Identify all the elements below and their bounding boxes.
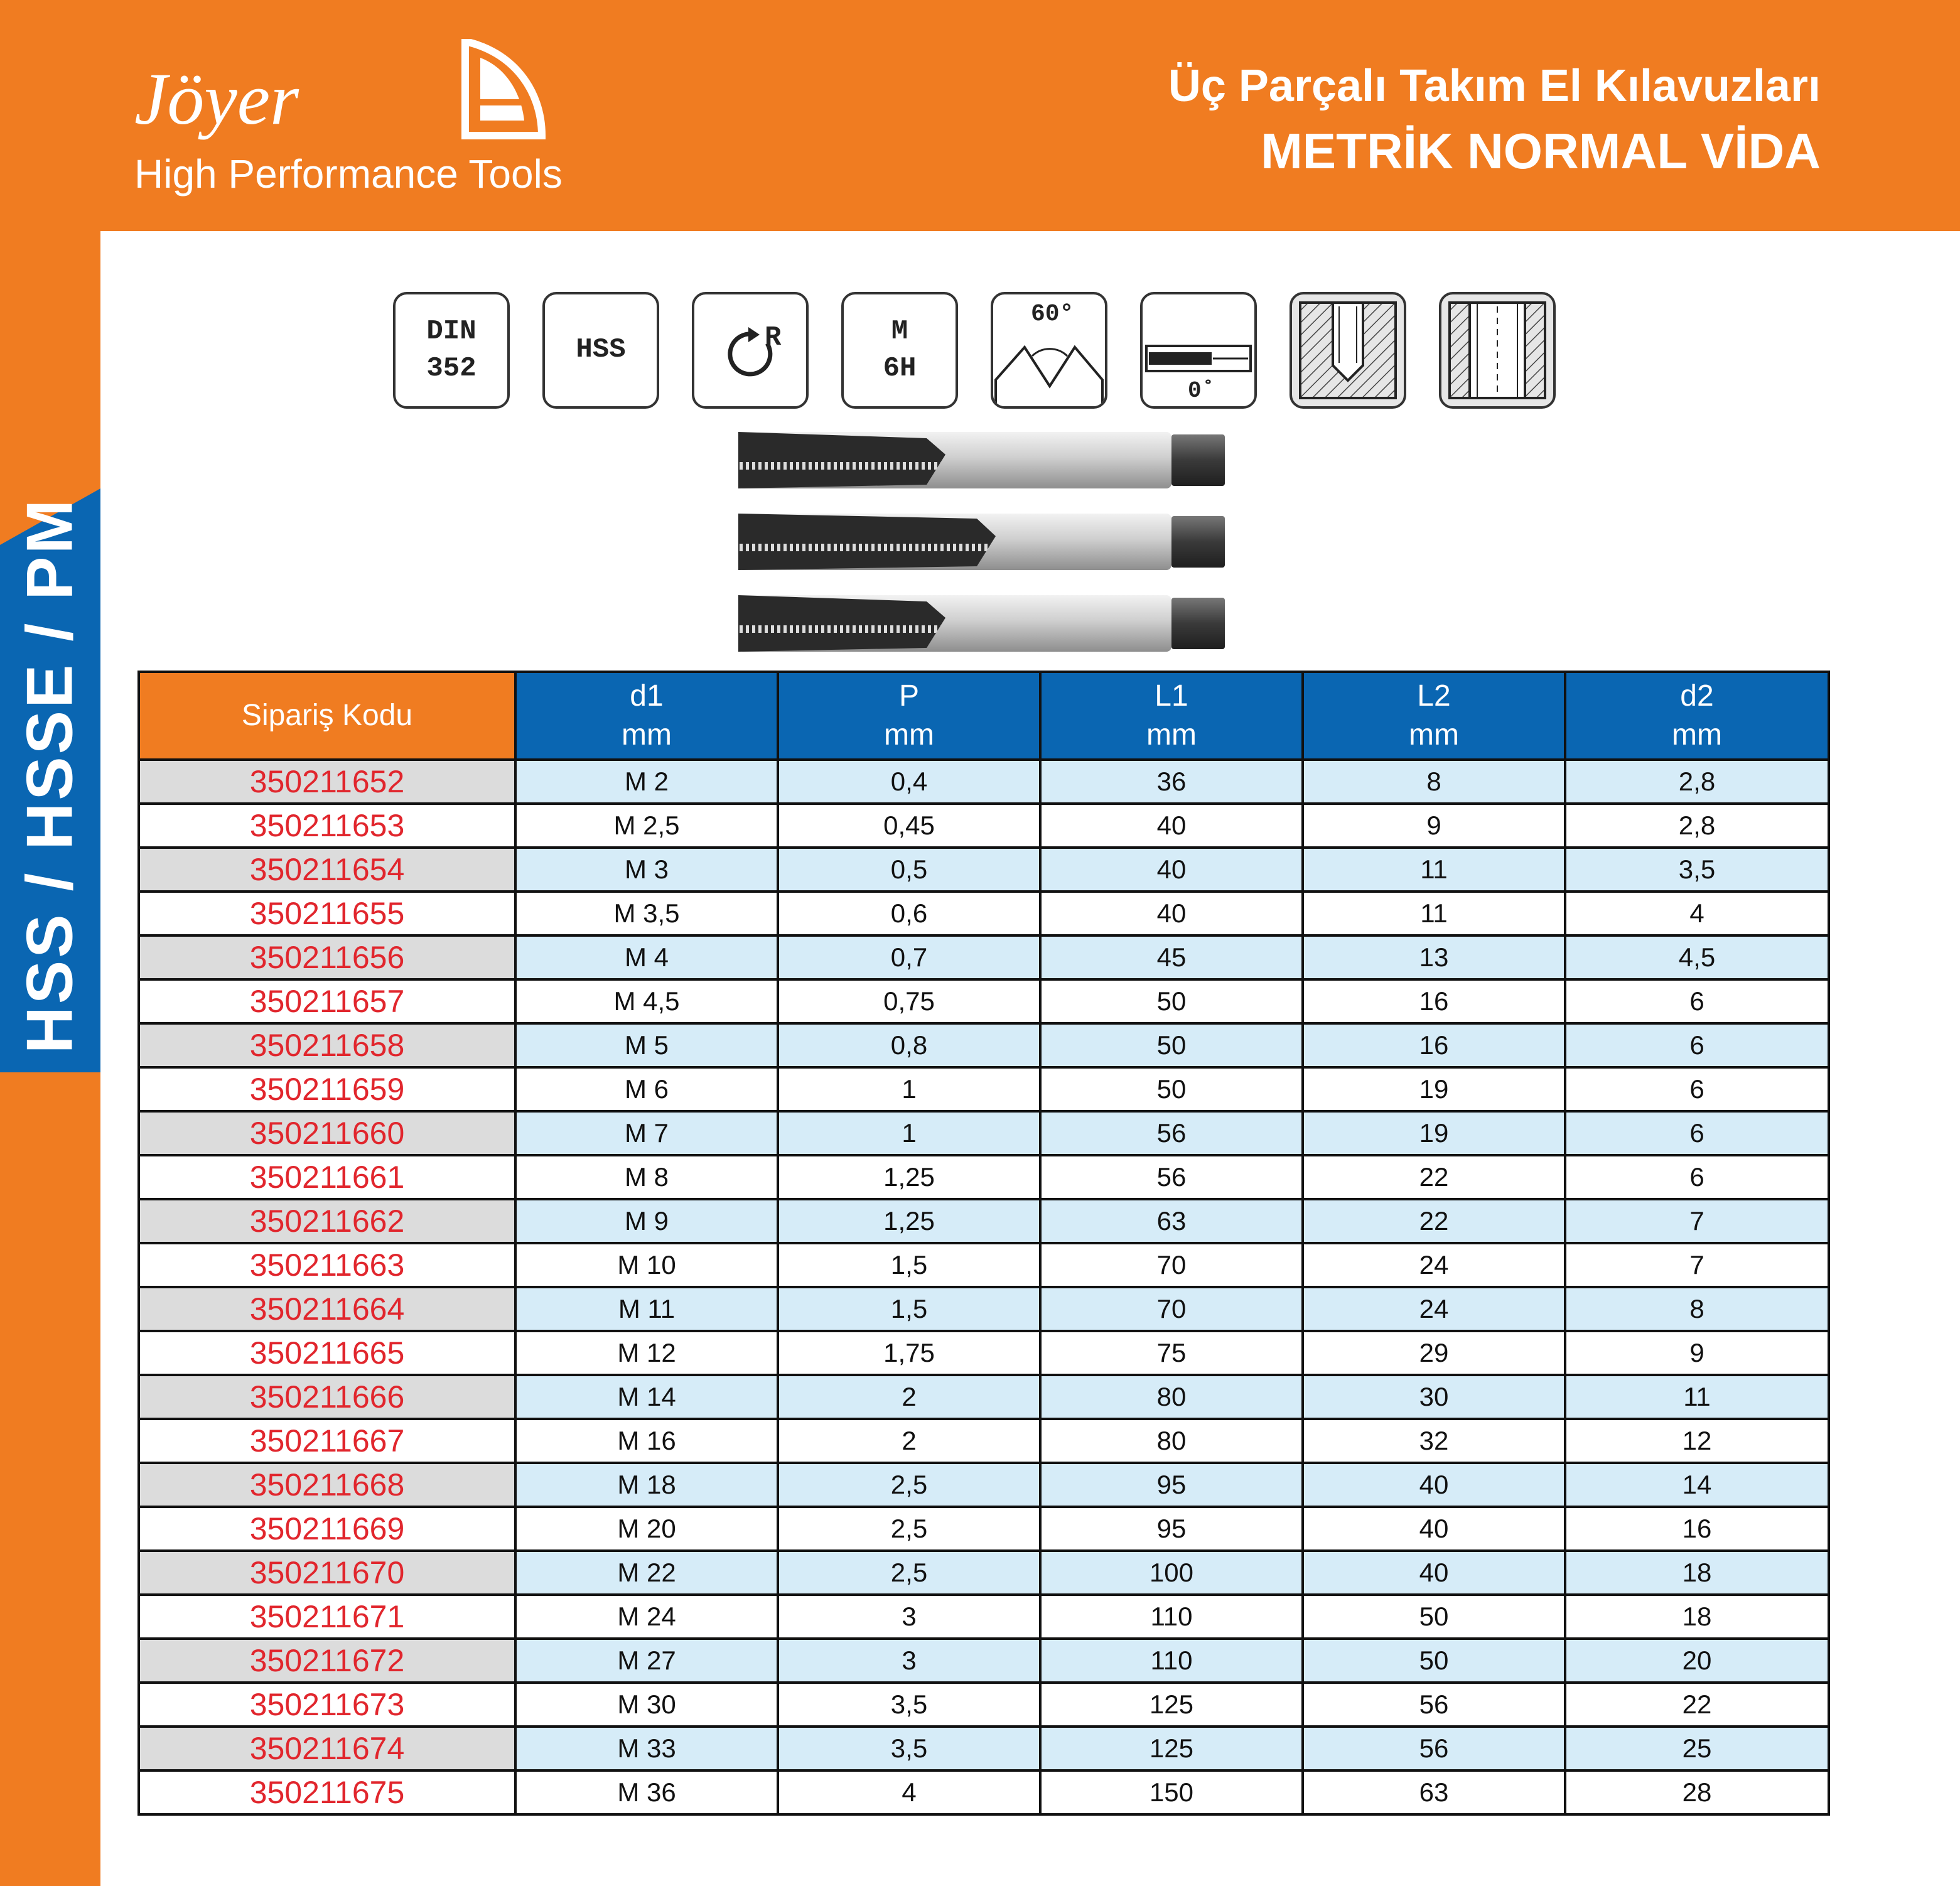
l1-cell: 40 [1040, 804, 1303, 848]
p-cell: 0,7 [778, 935, 1040, 979]
col-header-d1 [515, 672, 778, 760]
order-code: 350211669 [139, 1507, 515, 1551]
l1-cell: 80 [1040, 1419, 1303, 1463]
p-cell: 2,5 [778, 1463, 1040, 1507]
l1-cell: 56 [1040, 1155, 1303, 1199]
l2-cell: 11 [1303, 848, 1565, 892]
p-cell: 0,75 [778, 979, 1040, 1023]
order-code: 350211664 [139, 1287, 515, 1331]
p-cell: 1,25 [778, 1155, 1040, 1199]
icon-text: 6H [883, 353, 917, 384]
icon-text: 352 [426, 353, 477, 384]
d2-cell: 14 [1565, 1463, 1829, 1507]
brand-tagline: High Performance Tools [134, 151, 563, 197]
l1-cell: 80 [1040, 1375, 1303, 1419]
order-code: 350211654 [139, 848, 515, 892]
p-cell: 1,5 [778, 1287, 1040, 1331]
l2-cell: 11 [1303, 892, 1565, 935]
p-cell: 3 [778, 1595, 1040, 1639]
header-label: L1 [1155, 679, 1188, 713]
l2-cell: 63 [1303, 1770, 1565, 1814]
col-header-l2 [1303, 672, 1565, 760]
l2-cell: 16 [1303, 1023, 1565, 1067]
table-row [139, 1199, 1829, 1243]
l2-cell: 56 [1303, 1683, 1565, 1727]
table-row [139, 1331, 1829, 1375]
order-code: 350211658 [139, 1023, 515, 1067]
l1-cell: 75 [1040, 1331, 1303, 1375]
l2-cell: 13 [1303, 935, 1565, 979]
d2-cell: 22 [1565, 1683, 1829, 1727]
l1-cell: 56 [1040, 1111, 1303, 1155]
d1-cell: M 24 [515, 1595, 778, 1639]
icon-text: HSS [576, 334, 626, 366]
header-unit: mm [884, 718, 934, 752]
d1-cell: M 18 [515, 1463, 778, 1507]
l1-cell: 95 [1040, 1507, 1303, 1551]
l1-cell: 125 [1040, 1683, 1303, 1727]
col-header-p [778, 672, 1040, 760]
table-row [139, 1507, 1829, 1551]
order-code: 350211665 [139, 1331, 515, 1375]
p-cell: 0,8 [778, 1023, 1040, 1067]
l2-cell: 40 [1303, 1463, 1565, 1507]
right-hand-icon [692, 292, 809, 409]
l2-cell: 22 [1303, 1155, 1565, 1199]
table-row [139, 1770, 1829, 1814]
l2-cell: 16 [1303, 979, 1565, 1023]
order-code: 350211666 [139, 1375, 515, 1419]
d1-cell: M 3 [515, 848, 778, 892]
d1-cell: M 16 [515, 1419, 778, 1463]
header-unit: mm [622, 718, 672, 752]
l1-cell: 36 [1040, 760, 1303, 804]
p-cell: 4 [778, 1770, 1040, 1814]
tap-2 [738, 514, 1225, 570]
p-cell: 0,4 [778, 760, 1040, 804]
brand-logo: Jöyer [134, 58, 299, 140]
d1-cell: M 8 [515, 1155, 778, 1199]
d2-cell: 6 [1565, 979, 1829, 1023]
thread-angle-icon [991, 292, 1107, 409]
l2-cell: 40 [1303, 1507, 1565, 1551]
header-unit: mm [1409, 718, 1459, 752]
table-row [139, 1463, 1829, 1507]
d2-cell: 3,5 [1565, 848, 1829, 892]
d1-cell: M 30 [515, 1683, 778, 1727]
order-code: 350211673 [139, 1683, 515, 1727]
table-row [139, 1551, 1829, 1595]
order-code: 350211656 [139, 935, 515, 979]
order-code: 350211671 [139, 1595, 515, 1639]
side-label: HSS / HSSE / PM [13, 497, 87, 1054]
table-row [139, 1287, 1829, 1331]
l2-cell: 30 [1303, 1375, 1565, 1419]
p-cell: 2,5 [778, 1551, 1040, 1595]
d1-cell: M 11 [515, 1287, 778, 1331]
table-row [139, 1375, 1829, 1419]
l1-cell: 40 [1040, 848, 1303, 892]
l2-cell: 8 [1303, 760, 1565, 804]
table-header-row [139, 672, 1829, 760]
table-row [139, 892, 1829, 935]
l1-cell: 45 [1040, 935, 1303, 979]
order-code: 350211660 [139, 1111, 515, 1155]
col-header-order-code [139, 672, 515, 760]
order-code: 350211670 [139, 1551, 515, 1595]
p-cell: 1,25 [778, 1199, 1040, 1243]
d1-cell: M 12 [515, 1331, 778, 1375]
l1-cell: 100 [1040, 1551, 1303, 1595]
tolerance-icon [841, 292, 958, 409]
l1-cell: 110 [1040, 1595, 1303, 1639]
d1-cell: M 33 [515, 1727, 778, 1770]
d1-cell: M 4 [515, 935, 778, 979]
page-subtitle: METRİK NORMAL VİDA [1261, 123, 1821, 179]
straight-flute-icon [1140, 292, 1257, 409]
icon-text: M [891, 315, 908, 347]
d2-cell: 4,5 [1565, 935, 1829, 979]
l1-cell: 110 [1040, 1639, 1303, 1683]
order-code: 350211661 [139, 1155, 515, 1199]
header-label: L2 [1417, 679, 1451, 713]
header-label: d1 [630, 679, 664, 713]
p-cell: 2 [778, 1419, 1040, 1463]
table-row [139, 1683, 1829, 1727]
d2-cell: 25 [1565, 1727, 1829, 1770]
d1-cell: M 3,5 [515, 892, 778, 935]
order-code: 350211655 [139, 892, 515, 935]
icon-text: R [765, 322, 782, 353]
feature-icons [393, 292, 1567, 411]
table-row [139, 1111, 1829, 1155]
d2-cell: 28 [1565, 1770, 1829, 1814]
p-cell: 1,5 [778, 1243, 1040, 1287]
d2-cell: 6 [1565, 1111, 1829, 1155]
d1-cell: M 22 [515, 1551, 778, 1595]
d2-cell: 18 [1565, 1551, 1829, 1595]
through-hole-icon [1439, 292, 1556, 409]
order-code: 350211653 [139, 804, 515, 848]
d1-cell: M 10 [515, 1243, 778, 1287]
l2-cell: 19 [1303, 1111, 1565, 1155]
l1-cell: 125 [1040, 1727, 1303, 1770]
p-cell: 3,5 [778, 1683, 1040, 1727]
icon-text: 60° [1031, 301, 1074, 328]
d2-cell: 20 [1565, 1639, 1829, 1683]
d1-cell: M 20 [515, 1507, 778, 1551]
l2-cell: 9 [1303, 804, 1565, 848]
p-cell: 0,45 [778, 804, 1040, 848]
table-row [139, 760, 1829, 804]
p-cell: 2 [778, 1375, 1040, 1419]
header-label: Sipariş Kodu [241, 699, 413, 732]
order-code: 350211663 [139, 1243, 515, 1287]
hss-icon [542, 292, 659, 409]
l2-cell: 40 [1303, 1551, 1565, 1595]
l1-cell: 70 [1040, 1287, 1303, 1331]
d1-cell: M 5 [515, 1023, 778, 1067]
order-code: 350211674 [139, 1727, 515, 1770]
l1-cell: 40 [1040, 892, 1303, 935]
d2-cell: 4 [1565, 892, 1829, 935]
d1-cell: M 36 [515, 1770, 778, 1814]
l1-cell: 70 [1040, 1243, 1303, 1287]
table-row [139, 1595, 1829, 1639]
icon-text: 0˚ [1188, 378, 1215, 404]
d2-cell: 12 [1565, 1419, 1829, 1463]
l1-cell: 50 [1040, 979, 1303, 1023]
header-label: P [898, 679, 919, 713]
tap-1 [738, 432, 1225, 488]
l2-cell: 29 [1303, 1331, 1565, 1375]
d1-cell: M 6 [515, 1067, 778, 1111]
p-cell: 0,6 [778, 892, 1040, 935]
l1-cell: 150 [1040, 1770, 1303, 1814]
table-row [139, 1023, 1829, 1067]
p-cell: 3,5 [778, 1727, 1040, 1770]
table-row [139, 848, 1829, 892]
order-code: 350211672 [139, 1639, 515, 1683]
order-code: 350211657 [139, 979, 515, 1023]
order-code: 350211675 [139, 1770, 515, 1814]
d1-cell: M 2,5 [515, 804, 778, 848]
p-cell: 0,5 [778, 848, 1040, 892]
table-row [139, 979, 1829, 1023]
l2-cell: 24 [1303, 1287, 1565, 1331]
p-cell: 3 [778, 1639, 1040, 1683]
table-row [139, 804, 1829, 848]
tap-3 [738, 595, 1225, 652]
l2-cell: 56 [1303, 1727, 1565, 1770]
header-label: d2 [1680, 679, 1714, 713]
order-code: 350211659 [139, 1067, 515, 1111]
d2-cell: 11 [1565, 1375, 1829, 1419]
d2-cell: 6 [1565, 1023, 1829, 1067]
table-body [139, 760, 1829, 1814]
d2-cell: 8 [1565, 1287, 1829, 1331]
table-row [139, 1243, 1829, 1287]
l1-cell: 95 [1040, 1463, 1303, 1507]
d2-cell: 7 [1565, 1199, 1829, 1243]
p-cell: 1,75 [778, 1331, 1040, 1375]
d2-cell: 7 [1565, 1243, 1829, 1287]
table-row [139, 1727, 1829, 1770]
icon-text: DIN [426, 315, 477, 347]
p-cell: 1 [778, 1067, 1040, 1111]
d2-cell: 2,8 [1565, 760, 1829, 804]
product-table [137, 671, 1830, 1816]
header-unit: mm [1146, 718, 1197, 752]
col-header-l1 [1040, 672, 1303, 760]
d1-cell: M 2 [515, 760, 778, 804]
d2-cell: 9 [1565, 1331, 1829, 1375]
l2-cell: 32 [1303, 1419, 1565, 1463]
order-code: 350211652 [139, 760, 515, 804]
l2-cell: 50 [1303, 1595, 1565, 1639]
blind-hole-icon [1290, 292, 1406, 409]
d1-cell: M 4,5 [515, 979, 778, 1023]
l1-cell: 63 [1040, 1199, 1303, 1243]
d1-cell: M 9 [515, 1199, 778, 1243]
order-code: 350211668 [139, 1463, 515, 1507]
tap-set-image [738, 424, 1225, 657]
l1-cell: 50 [1040, 1023, 1303, 1067]
d1-cell: M 7 [515, 1111, 778, 1155]
l2-cell: 24 [1303, 1243, 1565, 1287]
d1-cell: M 14 [515, 1375, 778, 1419]
l2-cell: 22 [1303, 1199, 1565, 1243]
table-row [139, 935, 1829, 979]
d2-cell: 2,8 [1565, 804, 1829, 848]
d1-cell: M 27 [515, 1639, 778, 1683]
header-unit: mm [1672, 718, 1722, 752]
d2-cell: 6 [1565, 1155, 1829, 1199]
din-352-icon [393, 292, 510, 409]
order-code: 350211662 [139, 1199, 515, 1243]
table-row [139, 1639, 1829, 1683]
order-code: 350211667 [139, 1419, 515, 1463]
page-title: Üç Parçalı Takım El Kılavuzları [1168, 61, 1821, 111]
d2-cell: 6 [1565, 1067, 1829, 1111]
p-cell: 2,5 [778, 1507, 1040, 1551]
l2-cell: 19 [1303, 1067, 1565, 1111]
table-row [139, 1419, 1829, 1463]
p-cell: 1 [778, 1111, 1040, 1155]
l2-cell: 50 [1303, 1639, 1565, 1683]
table-row [139, 1155, 1829, 1199]
d2-cell: 16 [1565, 1507, 1829, 1551]
col-header-d2 [1565, 672, 1829, 760]
table-row [139, 1067, 1829, 1111]
l1-cell: 50 [1040, 1067, 1303, 1111]
d2-cell: 18 [1565, 1595, 1829, 1639]
logo-mark-icon [461, 39, 546, 139]
